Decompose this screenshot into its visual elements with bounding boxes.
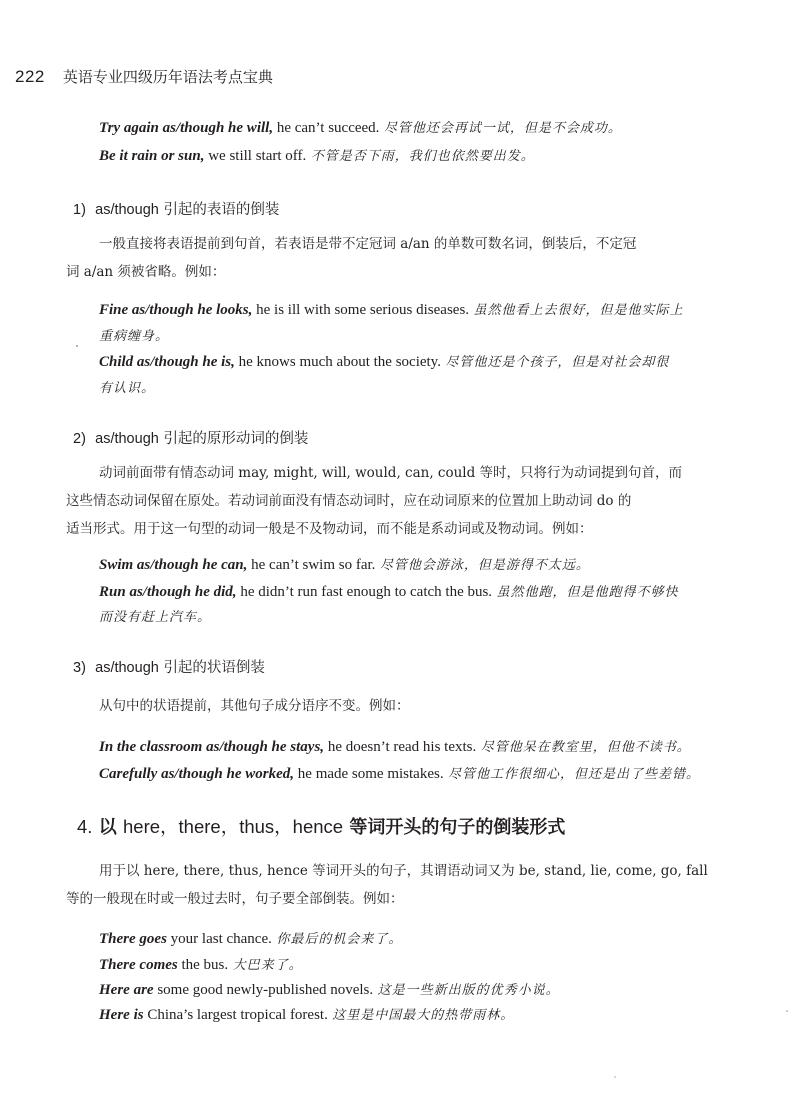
example-line: Here is China’s largest tropical forest. 这里是中国最大的热带雨林。 [99,1007,515,1023]
example-line: Fine as/though he looks, he is ill with some serious diseases. 虽然他看上去很好，但是他实际上 [99,302,684,318]
example-line: Child as/though he is, he knows much about the society. 尽管他还是个孩子，但是对社会却很 [99,354,670,370]
example-line: Run as/though he did, he didn’t run fast enough to catch the bus. 虽然他跑，但是他跑得不够快 [99,584,679,600]
section-heading: 4. 以 here，there，thus，hence 等词开头的句子的倒装形式 [77,816,566,838]
paragraph-line: 一般直接将表语提前到句首，若表语是带不定冠词 a/an 的单数可数名词，倒装后，不定冠 [99,236,637,252]
scan-speck [614,1076,616,1078]
scan-speck [786,1010,788,1012]
paragraph-line: 词 a/an 须被省略。例如： [66,264,226,280]
subsection-title: 3) as/though 引起的状语倒装 [73,660,265,676]
example-line-cont: 有认识。 [99,381,156,396]
example-line: Here are some good newly-published novels. 这是一些新出版的优秀小说。 [99,982,560,998]
example-line: Carefully as/though he worked, he made some mistakes. 尽管他工作很细心，但还是出了些差错。 [99,766,701,782]
scan-speck [76,345,78,347]
example-line-cont: 而没有赶上汽车。 [99,610,212,625]
example-line: There comes the bus. 大巴来了。 [99,957,303,973]
example-line: Swim as/though he can, he can’t swim so far. 尽管他会游泳，但是游得不太远。 [99,557,590,573]
page-number: 222 [15,67,45,86]
example-line-cont: 重病缠身。 [99,329,170,344]
paragraph-line: 动词前面带有情态动词 may, might, will, would, can, could 等时，只将行为动词提到句首，而 [99,465,683,481]
example-line: Try again as/though he will, he can’t succeed. 尽管他还会再试一试，但是不会成功。 [99,120,622,136]
example-line: There goes your last chance. 你最后的机会来了。 [99,931,403,947]
book-title: 英语专业四级历年语法考点宝典 [62,68,273,86]
example-line: Be it rain or sun, we still start off. 不管是否下雨，我们也依然要出发。 [99,148,535,164]
paragraph-line: 适当形式。用于这一句型的动词一般是不及物动词，而不能是系动词或及物动词。例如： [66,521,593,537]
paragraph-line: 这些情态动词保留在原处。若动词前面没有情态动词时，应在动词原来的位置加上助动词 do 的 [66,493,632,509]
paragraph-line: 等的一般现在时或一般过去时，句子要全部倒装。例如： [66,891,404,907]
subsection-title: 2) as/though 引起的原形动词的倒装 [73,431,309,447]
paragraph-line: 用于以 here, there, thus, hence 等词开头的句子，其谓语动词又为 be, stand, lie, come, go, fall [99,863,708,879]
paragraph-line: 从句中的状语提前，其他句子成分语序不变。例如： [99,698,410,714]
subsection-title: 1) as/though 引起的表语的倒装 [73,202,280,218]
example-line: In the classroom as/though he stays, he doesn’t read his texts. 尽管他呆在教室里，但他不读书。 [99,739,691,755]
page-header [15,66,273,87]
